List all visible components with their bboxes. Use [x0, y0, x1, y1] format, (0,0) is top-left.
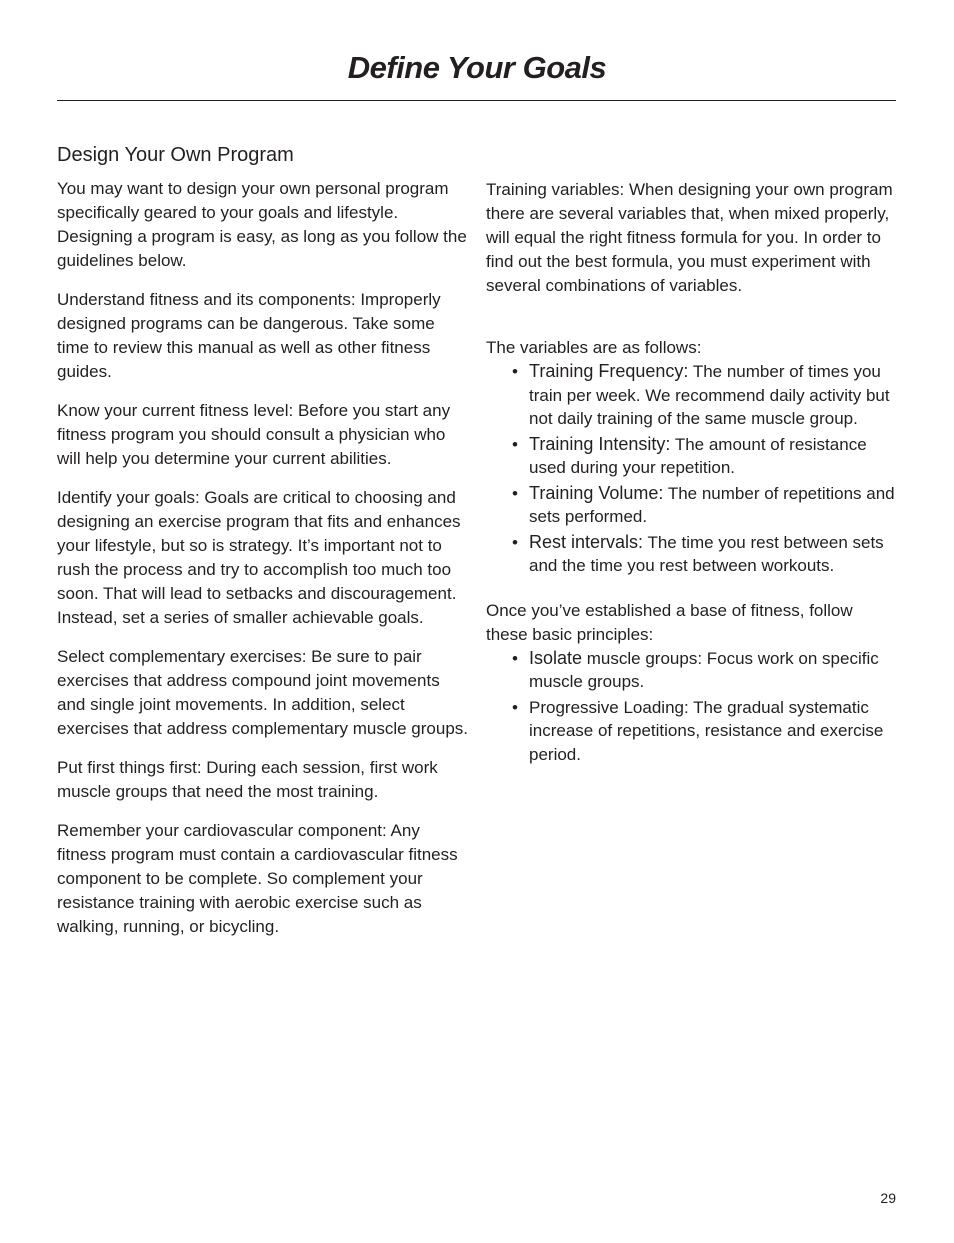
title-divider — [57, 100, 896, 101]
paragraph-understand-fitness: Understand fitness and its components: Improperly designed programs can be dangerous. Take some time to review this manual as well as other fitness guides. — [57, 290, 441, 381]
bullet-icon: • — [512, 532, 518, 552]
variable-term: Training Intensity: — [529, 433, 671, 454]
principles-lead-in: Once you’ve established a base of fitness, follow these basic principles: — [486, 600, 853, 644]
bullet-icon: • — [512, 362, 518, 381]
list-item — [512, 647, 898, 694]
paragraph-intro: You may want to design your own personal program specifically geared to your goals and lifestyle. Designing a program is easy, as long as you follow the guidelines below. — [57, 179, 467, 270]
paragraph-complementary-exercises: Select complementary exercises: Be sure to pair exercises that address compound joint movements and single joint movements. In addition, select exercises that address complementary muscle groups. — [57, 647, 469, 738]
list-item — [512, 360, 898, 431]
left-column — [57, 142, 469, 954]
variable-description: The number of repetitions and sets performed. — [529, 483, 895, 526]
paragraph-cardiovascular: Remember your cardiovascular component: Any fitness program must contain a cardiovascular fitness component to be complete. So complement your resistance training with aerobic exercise such as walking, running, or bicycling. — [57, 821, 458, 936]
variables-lead-in: The variables are as follows: — [486, 338, 702, 357]
page-title: Define Your Goals — [347, 50, 607, 85]
principles-list — [486, 647, 898, 767]
paragraph-know-fitness-level: Know your current fitness level: Before you start any fitness program you should consult a physician who will help you determine your current abilities. — [57, 401, 451, 468]
bullet-icon: • — [512, 648, 518, 668]
list-item — [512, 531, 898, 578]
variable-description: The amount of resistance used during your repetition. — [529, 434, 867, 477]
list-item — [512, 433, 898, 480]
variables-list — [486, 360, 898, 578]
variable-term: Training Frequency: — [529, 361, 689, 381]
principle-term: Isolate — [529, 647, 583, 668]
list-item — [512, 696, 898, 767]
page-number: 29 — [880, 1190, 896, 1206]
principle-description: muscle groups: Focus work on specific muscle groups. — [529, 648, 879, 691]
variable-term: Training Volume: — [529, 482, 664, 503]
list-item — [512, 482, 898, 529]
variable-term: Rest intervals: — [529, 531, 644, 552]
paragraph-identify-goals: Identify your goals: Goals are critical to choosing and designing an exercise program that fits and enhances your lifestyle, but so is strategy. It’s important not to rush the process and try to accomplish too much too soon. That will lead to setbacks and discouragement. Instead, set a series of smaller achievable goals. — [57, 488, 461, 627]
paragraph-first-things-first: Put first things first: During each session, first work muscle groups that need the most training. — [57, 758, 438, 801]
variable-description: The number of times you train per week. We recommend daily activity but not daily training of the same muscle group. — [529, 362, 890, 428]
bullet-icon: • — [512, 434, 518, 454]
principle-description: Progressive Loading: The gradual systematic increase of repetitions, resistance and exercise period. — [529, 697, 884, 764]
bullet-icon: • — [512, 697, 518, 717]
variable-description: The time you rest between sets and the time you rest between workouts. — [529, 532, 884, 575]
bullet-icon: • — [512, 483, 518, 503]
paragraph-training-variables: Training variables: When designing your own program there are several variables that, when mixed properly, will equal the right fitness formula for you. In order to find out the best formula, you must experiment with several combinations of variables. — [486, 180, 893, 295]
spacer — [486, 580, 898, 599]
right-column — [486, 178, 898, 768]
section-heading: Design Your Own Program — [57, 144, 294, 166]
